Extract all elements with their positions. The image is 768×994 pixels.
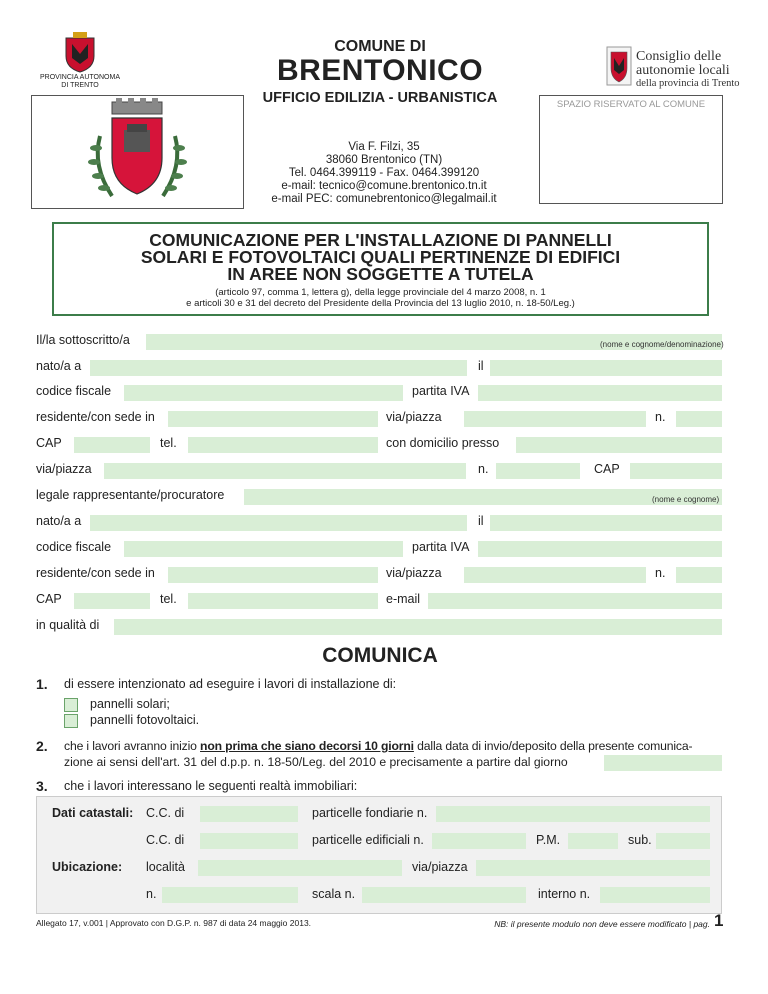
via3-input[interactable]	[464, 567, 646, 583]
cap3-input[interactable]	[74, 593, 150, 609]
localita-label: località	[146, 860, 185, 874]
nato-label: nato/a a	[36, 359, 82, 373]
via-input[interactable]	[464, 411, 646, 427]
n2-input[interactable]	[496, 463, 580, 479]
sub-input[interactable]	[656, 833, 710, 849]
via-label: via/piazza	[386, 410, 442, 424]
comune-di-label: COMUNE DI	[334, 38, 426, 55]
piva-input[interactable]	[478, 385, 722, 401]
n2-label: n.	[478, 462, 489, 476]
footer-right: NB: il presente modulo non deve essere modificato | pag.	[494, 919, 710, 929]
cf-input[interactable]	[124, 385, 403, 401]
item1-number: 1.	[36, 676, 48, 692]
scala-input[interactable]	[362, 887, 526, 903]
coat-of-arms-box	[31, 95, 244, 209]
pm-label: P.M.	[536, 833, 561, 847]
sottoscritto-label: Il/la sottoscritto/a	[36, 333, 130, 347]
cc2-input[interactable]	[200, 833, 298, 849]
interno-input[interactable]	[600, 887, 710, 903]
ubic-via-label: via/piazza	[412, 860, 468, 874]
piva-label: partita IVA	[412, 384, 470, 398]
residente2-input[interactable]	[168, 567, 378, 583]
item2-number: 2.	[36, 738, 48, 754]
form-title: COMUNICAZIONE PER L'INSTALLAZIONE DI PANNELLI SOLARI E FOTOVOLTAICI QUALI PERTINENZE DI EDIFICI IN AREE NON SOGGETTE A TUTELA	[140, 230, 621, 284]
nato-input[interactable]	[90, 360, 467, 376]
il-input[interactable]	[490, 360, 722, 376]
n-input[interactable]	[676, 411, 722, 427]
cc1-label: C.C. di	[146, 806, 185, 820]
item3-number: 3.	[36, 778, 48, 794]
il2-label: il	[478, 514, 484, 528]
reserved-label: SPAZIO RISERVATO AL COMUNE	[556, 99, 706, 110]
residente-input[interactable]	[168, 411, 378, 427]
cf2-label: codice fiscale	[36, 540, 112, 554]
item1-text: di essere intenzionato ad eseguire i lavori di installazione di:	[64, 677, 397, 691]
tel-input[interactable]	[188, 437, 378, 453]
province-label: PROVINCIA AUTONOMA DI TRENTO	[40, 74, 120, 89]
office-name: UFFICIO EDILIZIA - URBANISTICA	[262, 90, 498, 106]
footer-left: Allegato 17, v.001 | Approvato con D.G.P. n. 987 di data 24 maggio 2013.	[36, 918, 312, 928]
fotovoltaici-label: pannelli fotovoltaici.	[90, 713, 200, 727]
pe-input[interactable]	[432, 833, 526, 849]
title-box	[52, 222, 709, 316]
nato2-label: nato/a a	[36, 514, 82, 528]
n-label: n.	[655, 410, 666, 424]
ubic-n-label: n.	[146, 887, 157, 901]
domicilio-label: con domicilio presso	[386, 436, 500, 450]
page-number: 1	[714, 911, 724, 930]
qualita-input[interactable]	[114, 619, 722, 635]
start-date-input[interactable]	[604, 755, 722, 771]
tel2-input[interactable]	[188, 593, 378, 609]
ubic-via-input[interactable]	[476, 860, 710, 876]
pm-input[interactable]	[568, 833, 618, 849]
piva2-input[interactable]	[478, 541, 722, 557]
nato2-input[interactable]	[90, 515, 467, 531]
scala-label: scala n.	[312, 887, 356, 901]
solari-checkbox[interactable]	[64, 698, 78, 712]
ubic-n-input[interactable]	[162, 887, 298, 903]
town-name: BRENTONICO	[276, 54, 484, 87]
domicilio-input[interactable]	[516, 437, 722, 453]
item2-line1: che i lavori avranno inizio non prima che siano decorsi 10 giorni dalla data di invio/deposito della presente comunica-	[64, 739, 693, 753]
reserved-box	[539, 95, 723, 204]
council-title: Consiglio delle autonomie locali	[636, 49, 730, 78]
cap-label: CAP	[36, 436, 62, 450]
solari-label: pannelli solari;	[90, 697, 170, 711]
comunica-heading: COMUNICA	[322, 644, 438, 667]
cc2-label: C.C. di	[146, 833, 185, 847]
sottoscritto-hint: (nome e cognome/denominazione)	[600, 340, 724, 349]
cf-label: codice fiscale	[36, 384, 112, 398]
legale-label: legale rappresentante/procuratore	[36, 488, 225, 502]
n3-input[interactable]	[676, 567, 722, 583]
coat-of-arms	[32, 96, 243, 208]
pe-label: particelle edificiali n.	[312, 833, 424, 847]
pf-label: particelle fondiarie n.	[312, 806, 428, 820]
form-subtitle: (articolo 97, comma 1, lettera g), della legge provinciale del 4 marzo 2008, n. 1 e articoli 30 e 31 del decreto del Presidente della Provincia del 13 luglio 2010, n. 18-50/Leg.)	[186, 287, 575, 309]
tel2-label: tel.	[160, 592, 177, 606]
email-label: e-mail	[386, 592, 421, 606]
cap2-label: CAP	[594, 462, 620, 476]
dati-catastali-label: Dati catastali:	[52, 806, 134, 820]
residente-label: residente/con sede in	[36, 410, 155, 424]
cf2-input[interactable]	[124, 541, 403, 557]
item2-line2: zione ai sensi dell'art. 31 del d.p.p. n. 18-50/Leg. del 2010 e precisamente a partire dal giorno	[64, 755, 568, 769]
council-logo	[606, 46, 632, 86]
via2-input[interactable]	[104, 463, 466, 479]
item3-text: che i lavori interessano le seguenti realtà immobiliari:	[64, 779, 358, 793]
legale-input[interactable]	[244, 489, 722, 505]
item2-emphasis: non prima che siano decorsi 10 giorni	[200, 739, 414, 753]
tel-label: tel.	[160, 436, 177, 450]
address-block: Via F. Filzi, 35 38060 Brentonico (TN) Tel. 0464.399119 - Fax. 0464.399120 e-mail: tecnico@comune.brentonico.tn.it e-mail PEC: comunebrentonico@legalmail.it	[271, 141, 497, 205]
fotovoltaici-checkbox[interactable]	[64, 714, 78, 728]
il-label: il	[478, 359, 484, 373]
n3-label: n.	[655, 566, 666, 580]
sub-label: sub.	[628, 833, 652, 847]
qualita-label: in qualità di	[36, 618, 100, 632]
cap3-label: CAP	[36, 592, 62, 606]
il2-input[interactable]	[490, 515, 722, 531]
cap-input[interactable]	[74, 437, 150, 453]
residente2-label: residente/con sede in	[36, 566, 155, 580]
via3-label: via/piazza	[386, 566, 442, 580]
ubicazione-label: Ubicazione:	[52, 860, 123, 874]
email-input[interactable]	[428, 593, 722, 609]
pf-input[interactable]	[436, 806, 710, 822]
council-subtitle: della provincia di Trento	[636, 78, 740, 89]
cap2-input[interactable]	[630, 463, 722, 479]
province-logo	[58, 30, 102, 74]
via2-label: via/piazza	[36, 462, 92, 476]
piva2-label: partita IVA	[412, 540, 470, 554]
legale-hint: (nome e cognome)	[652, 495, 720, 504]
interno-label: interno n.	[538, 887, 591, 901]
localita-input[interactable]	[198, 860, 402, 876]
cc1-input[interactable]	[200, 806, 298, 822]
